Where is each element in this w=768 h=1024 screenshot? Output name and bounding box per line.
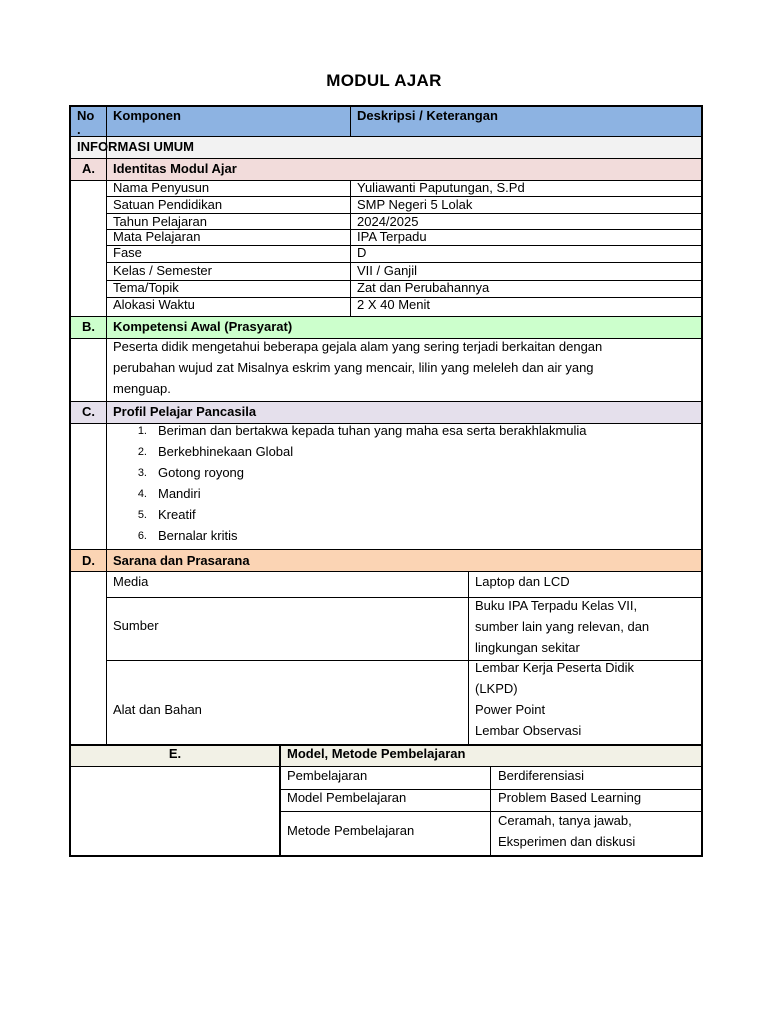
identitas-value: D xyxy=(357,245,367,260)
identitas-value: Yuliawanti Paputungan, S.Pd xyxy=(357,180,525,195)
header-deskripsi: Deskripsi / Keterangan xyxy=(357,108,498,123)
section-a-letter: A. xyxy=(82,161,95,176)
list-item: Gotong royong xyxy=(158,465,245,480)
section-b-title: Kompetensi Awal (Prasyarat) xyxy=(113,319,293,334)
alat-line: Lembar Kerja Peserta Didik xyxy=(475,660,634,675)
pembelajaran-label: Pembelajaran xyxy=(287,768,368,783)
section-d-title: Sarana dan Prasarana xyxy=(113,553,250,568)
pembelajaran-value: Berdiferensiasi xyxy=(498,768,584,783)
list-item: Berkebhinekaan Global xyxy=(158,444,294,459)
header-no: No . xyxy=(77,108,95,137)
list-item: Mandiri xyxy=(158,486,201,501)
list-item: Beriman dan bertakwa kepada tuhan yang maha esa serta berakhlakmulia xyxy=(158,423,587,438)
section-e-letter: E. xyxy=(168,746,182,761)
section-c-title: Profil Pelajar Pancasila xyxy=(113,404,257,419)
list-number: 5. xyxy=(137,509,147,521)
model-label: Model Pembelajaran xyxy=(287,790,407,805)
page-title: MODUL AJAR xyxy=(326,71,442,90)
identitas-label: Tahun Pelajaran xyxy=(113,214,207,229)
identitas-label: Alokasi Waktu xyxy=(113,297,195,312)
section-b-letter: B. xyxy=(82,319,95,334)
kompetensi-line: Peserta didik mengetahui beberapa gejala alam yang sering terjadi berkaitan dengan xyxy=(113,339,603,354)
section-d-letter: D. xyxy=(82,553,95,568)
list-item: Bernalar kritis xyxy=(158,528,238,543)
model-value: Problem Based Learning xyxy=(498,790,642,805)
metode-label: Metode Pembelajaran xyxy=(287,823,415,838)
identitas-label: Satuan Pendidikan xyxy=(113,197,223,212)
informasi-umum-heading: INFORMASI UMUM xyxy=(77,139,194,154)
identitas-label: Kelas / Semester xyxy=(113,263,212,278)
sumber-label: Sumber xyxy=(113,618,159,633)
sumber-line: Buku IPA Terpadu Kelas VII, xyxy=(475,598,638,613)
metode-line: Eksperimen dan diskusi xyxy=(498,834,636,849)
identitas-value: Zat dan Perubahannya xyxy=(357,280,490,295)
list-number: 3. xyxy=(137,467,147,479)
alat-line: Lembar Observasi xyxy=(475,723,582,738)
section-e-title: Model, Metode Pembelajaran xyxy=(287,746,466,761)
sumber-line: sumber lain yang relevan, dan xyxy=(475,619,650,634)
kompetensi-line: perubahan wujud zat Misalnya eskrim yang mencair, lilin yang meleleh dan air yang xyxy=(113,360,594,375)
kompetensi-line: menguap. xyxy=(113,381,171,396)
alat-line: (LKPD) xyxy=(475,681,518,696)
media-label: Media xyxy=(113,574,149,589)
identitas-value: 2024/2025 xyxy=(357,214,419,229)
identitas-label: Tema/Topik xyxy=(113,280,179,295)
list-number: 4. xyxy=(137,488,147,500)
header-komponen: Komponen xyxy=(113,108,181,123)
alat-label: Alat dan Bahan xyxy=(113,702,202,717)
metode-line: Ceramah, tanya jawab, xyxy=(498,813,632,828)
list-number: 6. xyxy=(137,530,147,542)
identitas-label: Mata Pelajaran xyxy=(113,229,201,244)
identitas-label: Nama Penyusun xyxy=(113,180,210,195)
identitas-value: VII / Ganjil xyxy=(357,263,417,278)
list-item: Kreatif xyxy=(158,507,196,522)
sumber-line: lingkungan sekitar xyxy=(475,640,580,655)
modul-ajar-table xyxy=(69,105,703,857)
identitas-value: SMP Negeri 5 Lolak xyxy=(357,197,473,212)
list-number: 1. xyxy=(137,425,147,437)
identitas-label: Fase xyxy=(113,245,142,260)
section-a-title: Identitas Modul Ajar xyxy=(113,161,237,176)
media-value: Laptop dan LCD xyxy=(475,574,570,589)
identitas-value: IPA Terpadu xyxy=(357,229,427,244)
list-number: 2. xyxy=(137,446,147,458)
identitas-value: 2 X 40 Menit xyxy=(357,297,430,312)
section-c-letter: C. xyxy=(82,404,95,419)
alat-line: Power Point xyxy=(475,702,546,717)
